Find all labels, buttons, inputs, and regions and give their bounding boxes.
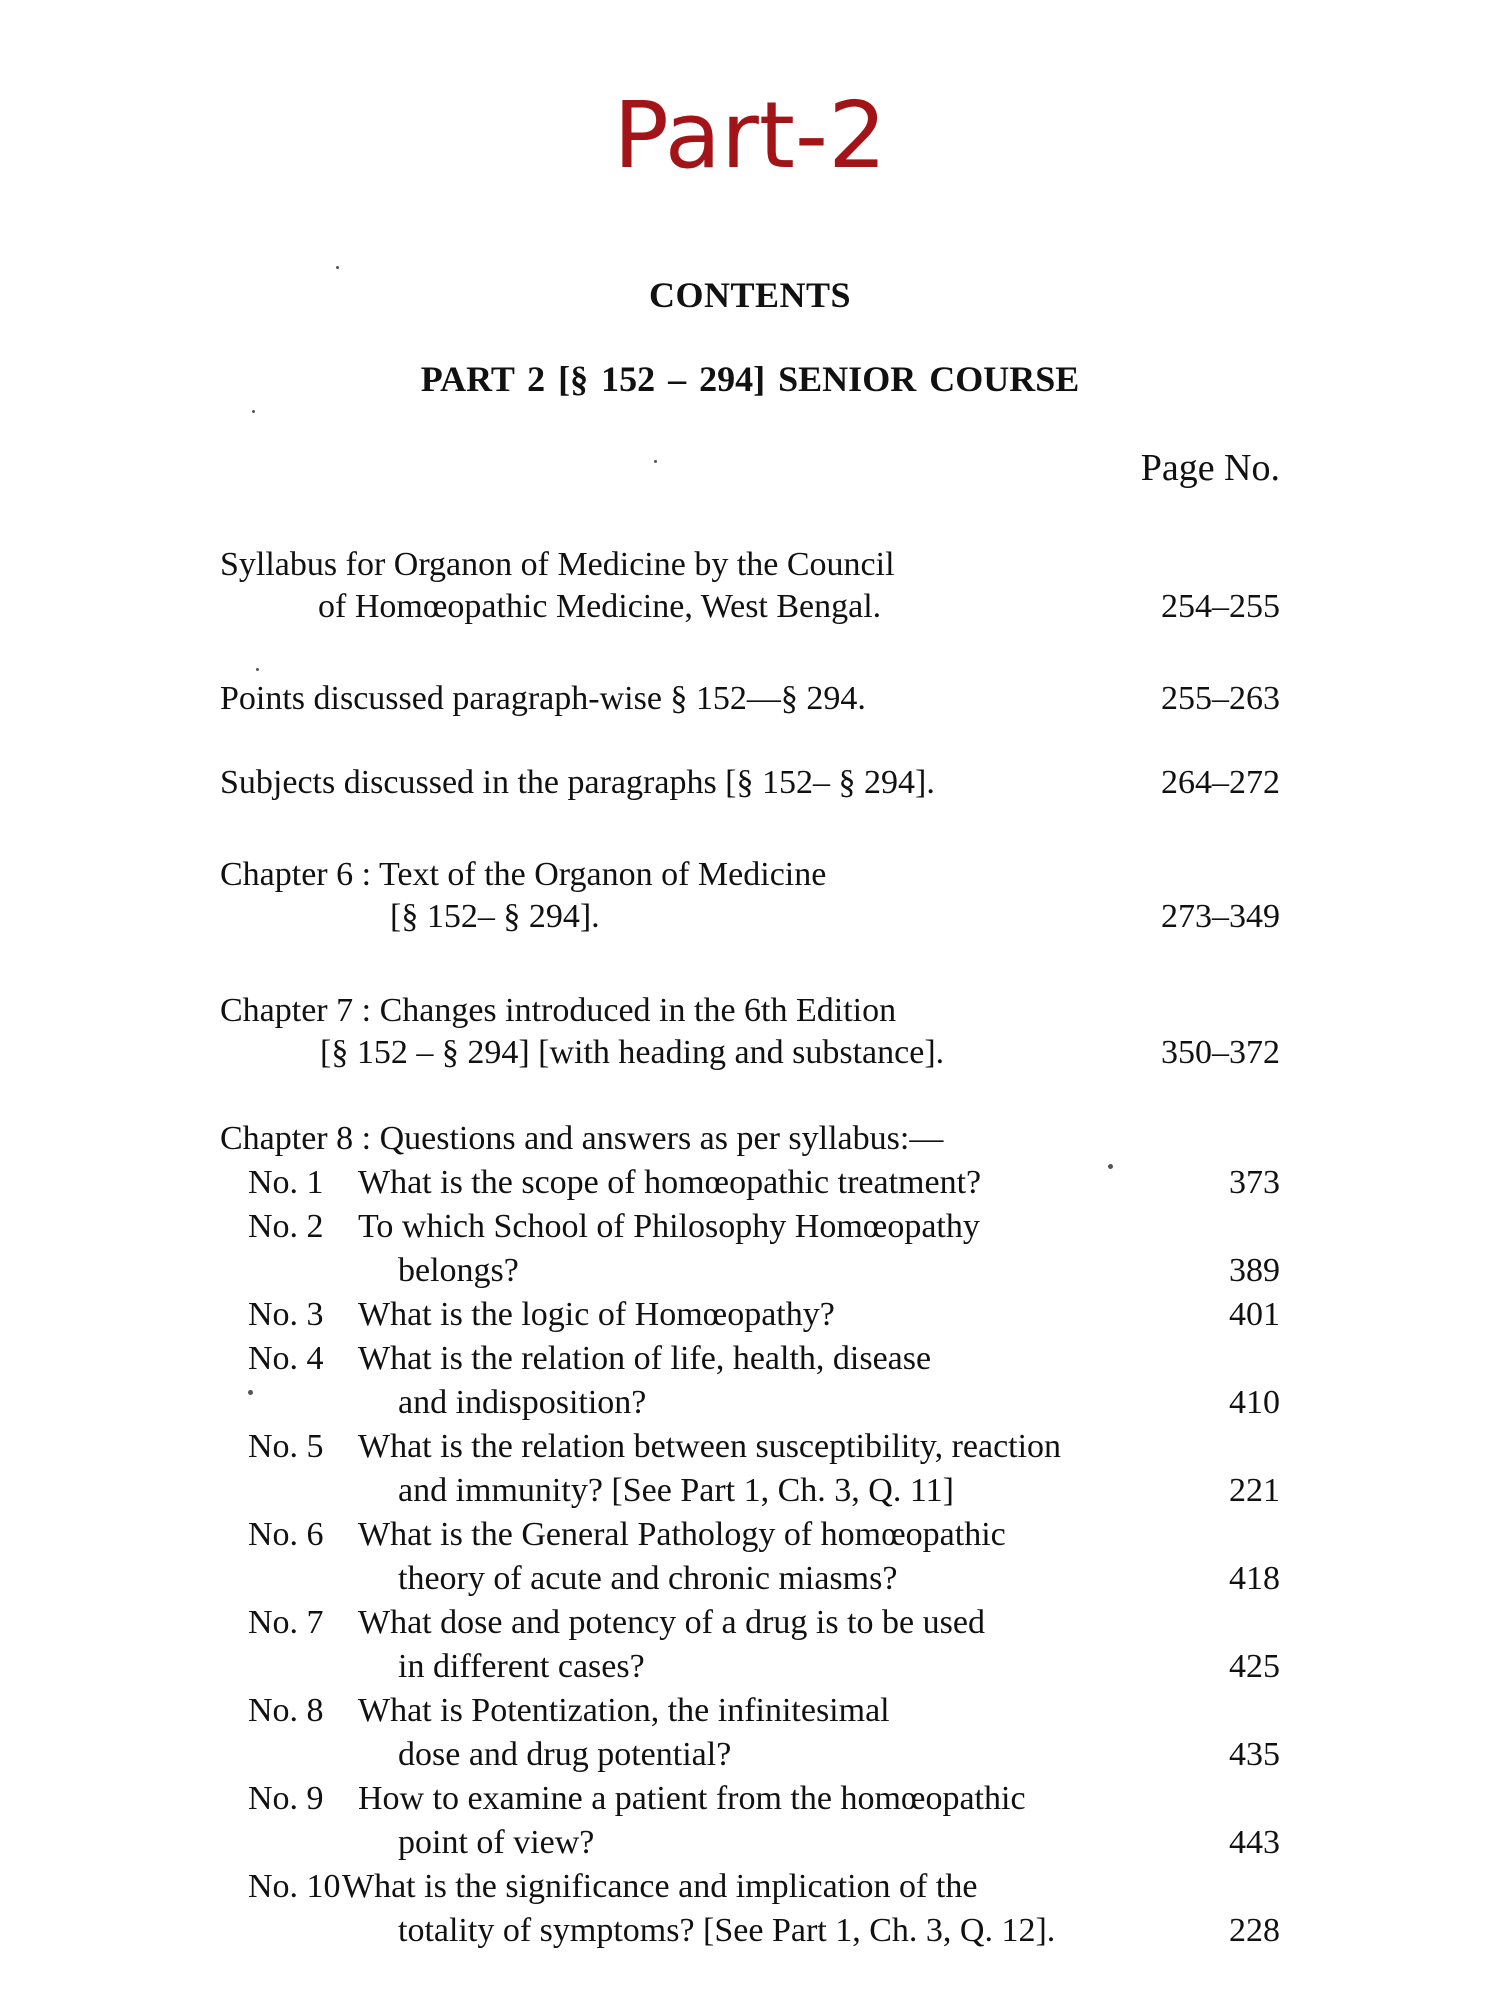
question-6-text-cont: theory of acute and chronic miasms?: [398, 1560, 898, 1597]
question-3-text: What is the logic of Homœopathy?: [358, 1296, 835, 1333]
question-8-text: What is Potentization, the infinitesimal: [358, 1692, 890, 1729]
scan-speck: [654, 460, 657, 463]
toc-entry-chapter6-page: 273–349: [1161, 898, 1280, 935]
question-1-text: What is the scope of homœopathic treatment?: [358, 1164, 982, 1201]
question-4-text-cont: and indisposition?: [398, 1384, 647, 1421]
question-2-text-cont: belongs?: [398, 1252, 519, 1289]
toc-entry-chapter7-page: 350–372: [1161, 1034, 1280, 1071]
question-3-number: No. 3: [248, 1296, 324, 1333]
question-10-text: What is the significance and implication of the: [342, 1868, 978, 1905]
question-9-page: 443: [1229, 1824, 1280, 1861]
scan-speck: [1108, 1164, 1113, 1169]
contents-heading: CONTENTS: [648, 275, 852, 315]
question-4-number: No. 4: [248, 1340, 324, 1377]
scan-speck: [336, 266, 339, 269]
question-4-text: What is the relation of life, health, disease: [358, 1340, 932, 1377]
toc-entry-syllabus-line2: of Homœopathic Medicine, West Bengal.: [318, 588, 882, 625]
toc-entry-points-page: 255–263: [1161, 680, 1280, 717]
question-9-text: How to examine a patient from the homœopathic: [358, 1780, 1026, 1817]
question-4-page: 410: [1229, 1384, 1280, 1421]
question-8-text-cont: dose and drug potential?: [398, 1736, 732, 1773]
question-2-text: To which School of Philosophy Homœopathy: [358, 1208, 980, 1245]
question-2-page: 389: [1229, 1252, 1280, 1289]
toc-entry-subjects-line1: Subjects discussed in the paragraphs [§ 152– § 294].: [220, 764, 935, 801]
toc-entry-chapter6-line2: [§ 152– § 294].: [390, 898, 600, 935]
question-7-text-cont: in different cases?: [398, 1648, 645, 1685]
toc-entry-chapter7-line2: [§ 152 – § 294] [with heading and substance].: [320, 1034, 945, 1071]
question-5-text: What is the relation between susceptibility, reaction: [358, 1428, 1062, 1465]
question-1-page: 373: [1229, 1164, 1280, 1201]
question-5-number: No. 5: [248, 1428, 324, 1465]
question-8-page: 435: [1229, 1736, 1280, 1773]
toc-entry-syllabus-line1: Syllabus for Organon of Medicine by the Council: [220, 546, 895, 583]
toc-entry-chapter7-line1: Chapter 7 : Changes introduced in the 6th Edition: [220, 992, 897, 1029]
question-9-text-cont: point of view?: [398, 1824, 595, 1861]
question-7-number: No. 7: [248, 1604, 324, 1641]
question-5-text-cont: and immunity? [See Part 1, Ch. 3, Q. 11]: [398, 1472, 954, 1509]
question-10-page: 228: [1229, 1912, 1280, 1949]
toc-entry-chapter8-line1: Chapter 8 : Questions and answers as per syllabus:—: [220, 1120, 944, 1157]
question-10-text-cont: totality of symptoms? [See Part 1, Ch. 3, Q. 12].: [398, 1912, 1056, 1949]
scan-speck: [252, 410, 255, 413]
question-3-page: 401: [1229, 1296, 1280, 1333]
toc-entry-subjects-page: 264–272: [1161, 764, 1280, 801]
question-7-text: What dose and potency of a drug is to be used: [358, 1604, 985, 1641]
question-7-page: 425: [1229, 1648, 1280, 1685]
question-8-number: No. 8: [248, 1692, 324, 1729]
page-no-heading: Page No.: [1140, 447, 1280, 489]
question-2-number: No. 2: [248, 1208, 324, 1245]
toc-entry-points-line1: Points discussed paragraph-wise § 152—§ 294.: [220, 680, 866, 717]
question-9-number: No. 9: [248, 1780, 324, 1817]
scan-speck: [256, 668, 259, 671]
question-6-page: 418: [1229, 1560, 1280, 1597]
toc-entry-syllabus-page: 254–255: [1161, 588, 1280, 625]
question-1-number: No. 1: [248, 1164, 324, 1201]
toc-entry-chapter6-line1: Chapter 6 : Text of the Organon of Medicine: [220, 856, 827, 893]
scan-speck: [248, 1390, 253, 1395]
part-title: Part-2: [613, 82, 887, 189]
question-6-text: What is the General Pathology of homœopathic: [358, 1516, 1006, 1553]
question-5-page: 221: [1229, 1472, 1280, 1509]
part-heading: PART 2 [§ 152 – 294] SENIOR COURSE: [420, 359, 1080, 399]
question-6-number: No. 6: [248, 1516, 324, 1553]
question-10-number: No. 10: [248, 1868, 341, 1905]
